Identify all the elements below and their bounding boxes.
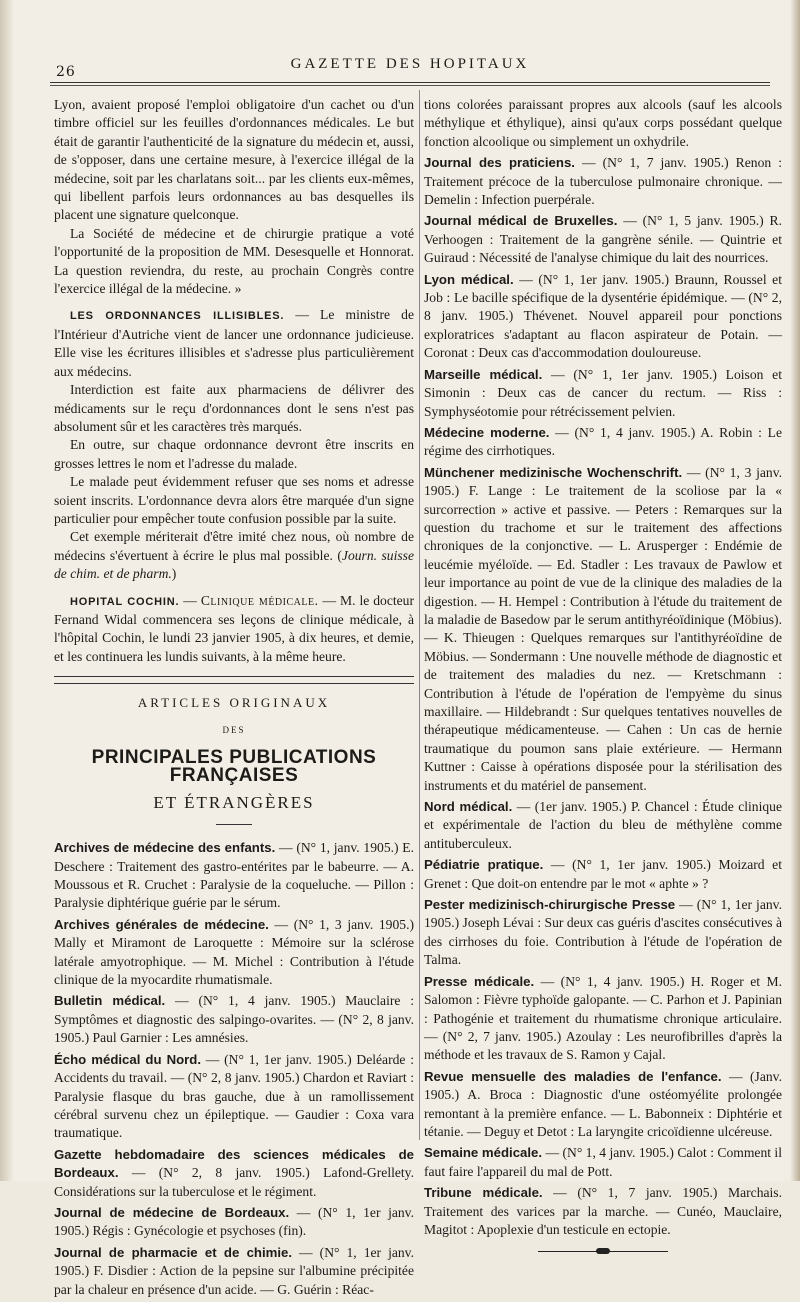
journal-title: Archives générales de médecine. bbox=[54, 916, 269, 932]
news-text: — Le ministre de l'Intérieur d'Autriche vient de lancer une ordonnance judicieuse. Elle vise les écritures illisibles et s'adresse plus particulièrement aux médecins. bbox=[54, 307, 414, 379]
header-rule-secondary bbox=[50, 85, 770, 86]
publication-entry bbox=[54, 992, 414, 1047]
paragraph: La Société de médecine et de chirurgie pratique a voté l'opportunité de la proposition de MM. Desesquelle et Honnorat. La question reviendra, du reste, au prochain Congrès contre l'exercice illégal de la médecine. » bbox=[54, 225, 414, 297]
entry-text: — (1er janv. 1905.) P. Chancel : Étude clinique et expérimentale de l'action du bleu de méthylène comme antituberculeux. bbox=[424, 799, 782, 851]
column-divider bbox=[419, 90, 420, 1140]
section-kicker: ARTICLES ORIGINAUX bbox=[137, 695, 331, 711]
news-subheading: Clinique médicale. bbox=[200, 592, 319, 608]
entry-text: — (N° 1, 1er janv. 1905.) Braunn, Roussel et Job : Le bacille spécifique de la dysentérie épidémique. — (N° 2, 8 janv. 1905.) Thévenet. Nouvel appareil pour ponctions exploratrices s'adaptant au flacon aspirateur de Potain. — Coronat : Deux cas d'accommodation douloureuse. bbox=[424, 271, 782, 361]
entry-text: — (N° 1, 1er janv. 1905.) Joseph Lévai : Sur deux cas guéris d'ascites consécutives à des cirrhoses du foie. Contribution à l'étude de l'opération de Talma. bbox=[424, 897, 782, 968]
entry-text: — (Janv. 1905.) A. Broca : Diagnostic d'une ostéomyélite prolongée remontant à la première enfance. — L. Babonneix : Diphtérie et tétanie. — Deguy et Detot : La laryngite cricoïdienne ulcéreuse. bbox=[424, 1068, 782, 1139]
journal-title: Marseille médical. bbox=[424, 366, 543, 382]
publication-entry bbox=[424, 212, 782, 267]
short-rule bbox=[216, 824, 252, 825]
entry-text: — (N° 1, 4 janv. 1905.) Mauclaire : Symptômes et diagnostic des salpingo-ovarites. — (N° 2, 8 janv. 1905.) Paul Garnier : Les amnésies. bbox=[54, 993, 414, 1046]
publication-entry bbox=[54, 916, 414, 990]
entry-text: — (N° 1, 4 janv. 1905.) Calot : Comment il faut faire l'appareil du mal de Pott. bbox=[424, 1145, 782, 1179]
publication-entry bbox=[424, 1144, 782, 1181]
journal-title: Revue mensuelle des maladies de l'enfance. bbox=[424, 1068, 722, 1084]
journal-title: Archives de médecine des enfants. bbox=[54, 840, 276, 856]
paragraph-continuation: tions colorées paraissant propres aux alcools (sauf les alcools méthylique et éthylique), ainsi qu'aux corps possédant quelque fonction alcoolique ou simplement un oxhydrile. bbox=[424, 97, 782, 149]
entry-text: — (N° 1, 1er janv. 1905.) Loison et Simonin : Deux cas de cancer du rectum. — Riss : Symphyséotomie pour rétrécissement pelvien. bbox=[424, 366, 782, 419]
news-heading: HOPITAL COCHIN. bbox=[70, 595, 180, 608]
entry-text: — (N° 2, 8 janv. 1905.) Lafond-Grellety. Considérations sur la tuberculose et le régiment. bbox=[54, 1165, 414, 1199]
entry-text: — (N° 1, 1er janv. 1905.) F. Disdier : Action de la pepsine sur l'albumine précipitée par la chaleur en présence d'un acide. — G. Guérin : Réac- bbox=[54, 1244, 414, 1297]
journal-title: Bulletin médical. bbox=[54, 993, 166, 1009]
entry-text: — (N° 1, janv. 1905.) E. Deschere : Traitement des gastro-entérites par le babeurre. — A. Moussous et R. Cruchet : Paralysie de la coqueluche. — Pillon : Paralysie diphtérique guérie par le sérum. bbox=[54, 840, 414, 911]
publication-entry bbox=[424, 154, 782, 209]
publication-entry bbox=[424, 1068, 782, 1142]
left-column bbox=[54, 96, 414, 1302]
journal-title: Lyon médical. bbox=[424, 271, 514, 287]
paragraph: Interdiction est faite aux pharmaciens de délivrer des médicaments sur le reçu d'ordonnances dont le sens n'est pas absolument sûr et les caractères très marqués. bbox=[54, 382, 414, 434]
paragraph: Le malade peut évidemment refuser que ses noms et adresse soient inscrits. L'ordonnance devra alors être marquée d'un signe particulier pour empêcher toute confusion possible par la suite. bbox=[54, 474, 414, 526]
journal-title: Semaine médicale. bbox=[424, 1145, 543, 1161]
journal-title: Tribune médicale. bbox=[424, 1185, 543, 1201]
section-title: PRINCIPALES PUBLICATIONS FRANÇAISES bbox=[91, 747, 377, 787]
publication-entry bbox=[424, 271, 782, 363]
paragraph: Lyon, avaient proposé l'emploi obligatoire d'un cachet ou d'un timbre officiel sur les feuilles d'ordonnances médicales. Le but était de garantir l'authenticité de la signature du médecin et, aussi, de s'opposer, dans une certaine mesure, à l'exercice illégal de la médecine, soit par les charlatans soit... par les clients eux-mêmes, qui libellent parfois leurs ordonnances au bas desquelles ils placent une signature quelconque. bbox=[54, 97, 414, 223]
news-text: — M. le docteur Fernand Widal commencera ses leçons de clinique médicale, à l'hôpital Cochin, le lundi 23 janvier 1905, à dix heures, et demie, et les continuera les lundis suivants, à la même heure. bbox=[54, 592, 415, 664]
news-heading: LES ORDONNANCES ILLISIBLES. bbox=[70, 310, 285, 323]
publication-entry bbox=[424, 464, 782, 795]
page-header bbox=[50, 50, 770, 80]
publication-entry bbox=[424, 973, 782, 1065]
entry-text: — (N° 1, 4 janv. 1905.) A. Robin : Le régime des cirrhotiques. bbox=[424, 424, 782, 459]
page-number: 26 bbox=[56, 64, 76, 80]
news-item-ordonnances bbox=[54, 306, 414, 381]
journal-title: Nord médical. bbox=[424, 799, 513, 815]
journal-title: Journal de médecine de Bordeaux. bbox=[54, 1204, 290, 1220]
entry-text: — (N° 1, 4 janv. 1905.) H. Roger et M. Salomon : Fièvre typhoïde galopante. — C. Parhon et J. Papinian : Pathogénie et traitement du rhumatisme chronique articulaire. — (N° 2, 7 janv. 1905.) Azoulay : Les neurofibrilles d'après la méthode et les travaux de S. Ramon y Cajal. bbox=[424, 973, 782, 1063]
entry-text: — (N° 1, 7 janv. 1905.) Renon : Traitement précoce de la tuberculose pulmonaire chronique. — Demelin : Infection puerpérale. bbox=[424, 155, 782, 208]
journal-title: Journal de pharmacie et de chimie. bbox=[54, 1244, 293, 1260]
publication-entry bbox=[54, 1051, 414, 1143]
entry-text: — (N° 1, 5 janv. 1905.) R. Verhoogen : Traitement de la gangrène sénile. — Quintrie et Guiraud : Nécessité de l'analyse chimique du lait des nourrices. bbox=[424, 213, 782, 266]
journal-title: Gazette hebdomadaire des sciences médicales de Bordeaux. bbox=[54, 1146, 414, 1181]
journal-title: Médecine moderne. bbox=[424, 424, 550, 440]
publication-entry bbox=[424, 1184, 782, 1239]
journal-title: Münchener medizinische Wochenschrift. bbox=[424, 464, 683, 480]
publication-entry bbox=[424, 424, 782, 461]
entry-text: — (N° 1, 3 janv. 1905.) F. Lange : Le traitement de la scoliose par la « surcorrection » active et passive. — Peters : Remarques sur la question du trachome et sur le traitement des affections chroniques de la conjonctive. — L. Arusperger : Endémie de leucémie myéloïde. — Ed. Stadler : Les travaux de Pawlow et leur importance au point de vue de la clinique des maladies de la digestion. — H. Hempel : Contribution à l'étude du traitement de la maladie de Basedow par le serum antithyréoïdinique (Möbius). — K. Thieugen : Quelques remarques sur l'antithyréoïdine de Möbius. — Sondermann : Une nouvelle méthode de diagnostic et de traitement des maladies du nez. — Kretschmann : Contribution à l'étude de l'opération de l'empyème du sinus maxillaire. — Hildebrandt : Sur quelques tentatives nouvelles de thérapeutique médicamenteuse. — Cahen : Un cas de hernie traumatique du poumon sans plaie extérieure. — Hermann Kuttner : Caisse à opérations disposée pour la stérilisation des instruments et du matériel de pansement. bbox=[424, 464, 783, 793]
publication-list-left bbox=[54, 839, 414, 1299]
entry-text: — (N° 1, 3 janv. 1905.) Mally et Miramont de Laroquette : Mémoire sur la sclérose latérale amyotrophique. — M. Michel : Contribution à l'étude clinique de la myocardite rhumatismale. bbox=[54, 916, 414, 988]
journal-title: Pédiatrie pratique. bbox=[424, 857, 544, 873]
publication-list-right bbox=[424, 154, 782, 1239]
publication-entry bbox=[424, 896, 782, 970]
journal-title: Journal médical de Bruxelles. bbox=[424, 213, 618, 229]
source-citation: Journ. suisse de chim. et de pharm. bbox=[54, 547, 414, 582]
journal-title: Écho médical du Nord. bbox=[54, 1051, 202, 1067]
news-item-cochin: HOPITAL COCHIN. — Clinique médicale. — M. le docteur Fernand Widal commencera ses leçons de clinique médicale, à l'hôpital Cochin, le lundi 23 janvier 1905, à dix heures, et demie, et les continuera les lundis suivants, à la même heure. bbox=[54, 592, 415, 664]
publication-entry bbox=[54, 1204, 414, 1241]
section-des: DES bbox=[222, 724, 246, 735]
journal-title: Pester medizinisch-chirurgische Presse bbox=[424, 897, 676, 913]
publication-entry bbox=[424, 856, 782, 893]
publication-entry bbox=[54, 839, 414, 913]
section-subtitle: ET ÉTRANGÈRES bbox=[153, 792, 315, 812]
right-column bbox=[424, 96, 782, 1257]
publication-entry bbox=[424, 798, 782, 853]
running-title: GAZETTE DES HOPITAUX bbox=[290, 56, 530, 72]
end-ornament bbox=[538, 1247, 668, 1257]
publication-entry bbox=[54, 1146, 414, 1201]
journal-title: Journal des praticiens. bbox=[424, 155, 575, 171]
section-rule bbox=[54, 676, 414, 684]
entry-text: — (N° 1, 1er janv. 1905.) Deléarde : Accidents du travail. — (N° 2, 8 janv. 1905.) Chardon et Raviart : Paralysie flasque du bras gauche, due à un ramollissement cérébral survenu chez un épileptique. — Gaudier : Coxa vara traumatique. bbox=[54, 1051, 414, 1141]
journal-title: Presse médicale. bbox=[424, 973, 535, 989]
entry-text: — (N° 1, 1er janv. 1905.) Régis : Gynécologie et psychoses (fin). bbox=[54, 1204, 414, 1239]
header-rule bbox=[50, 82, 770, 83]
entry-text: — (N° 1, 7 janv. 1905.) Marchais. Traitement des varices par la marche. — Cunéo, Mauclaire, Magitot : Apoplexie d'un testicule en ectopie. bbox=[424, 1185, 782, 1237]
publication-entry bbox=[424, 366, 782, 421]
paragraph-citation: Cet exemple mériterait d'être imité chez nous, où nombre de médecins s'évertuent à écrire le plus mal possible. (Journ. suisse de chim. et de pharm.) bbox=[54, 529, 414, 582]
paragraph: En outre, sur chaque ordonnance devront être inscrits en grosses lettres le nom et l'adresse du malade. bbox=[54, 437, 414, 471]
entry-text: — (N° 1, 1er janv. 1905.) Moizard et Grenet : Que doit-on entendre par le mot « aphte » ? bbox=[424, 857, 782, 891]
publication-entry bbox=[54, 1244, 414, 1299]
